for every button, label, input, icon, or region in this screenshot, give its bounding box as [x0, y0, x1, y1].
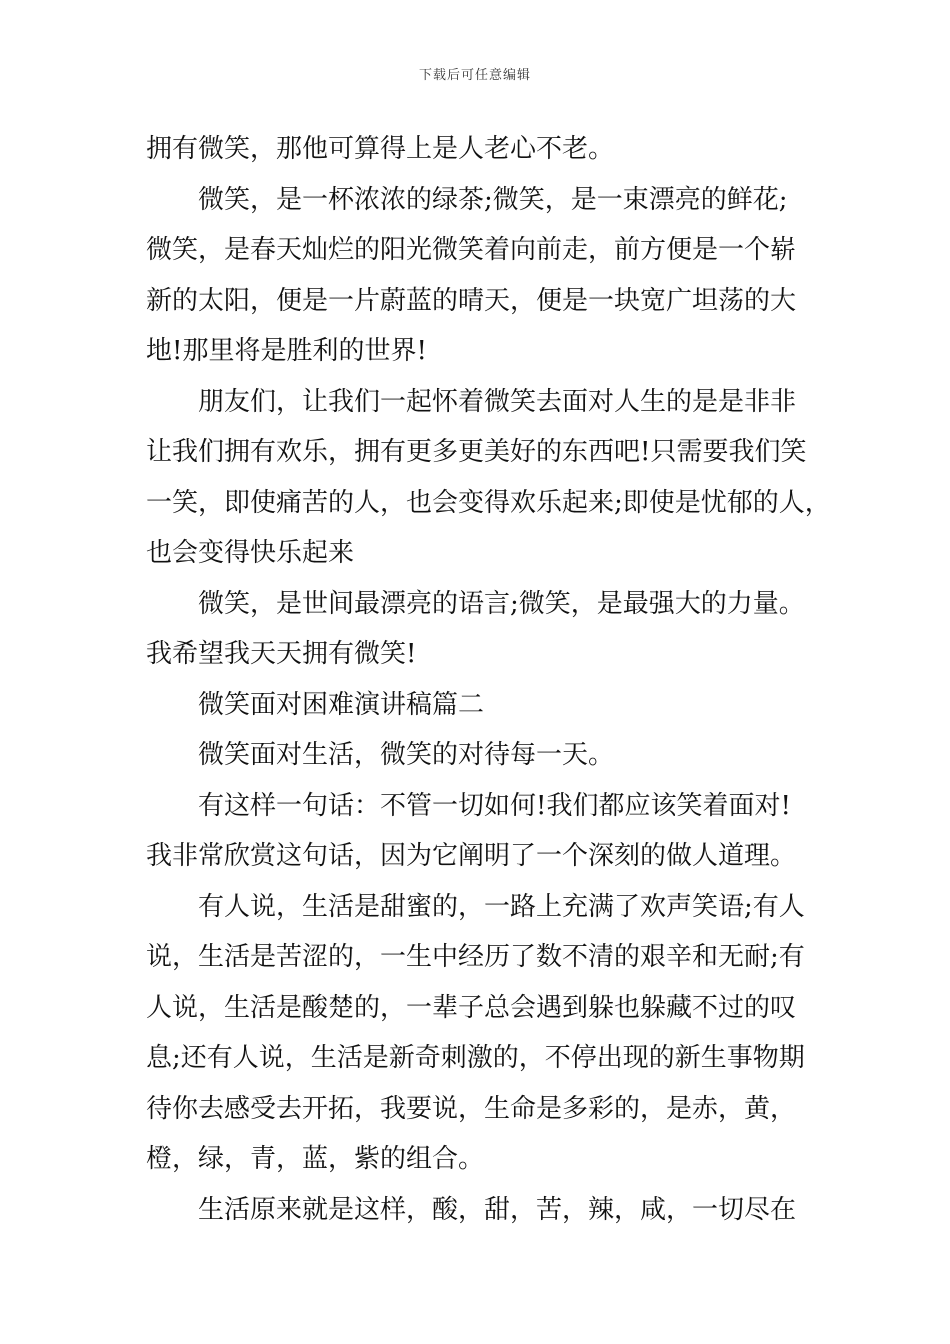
text-line: 朋友们，让我们一起怀着微笑去面对人生的是是非非 [198, 386, 797, 417]
text-line: 说，生活是苦涩的，一生中经历了数不清的艰辛和无耐;有 [146, 942, 805, 972]
text-line: 息;还有人说，生活是新奇刺激的，不停出现的新生事物期 [146, 1043, 805, 1073]
text-line: 有人说，生活是甜蜜的，一路上充满了欢声笑语;有人 [198, 891, 805, 922]
document-body [146, 124, 831, 1235]
text-line: 微笑面对生活，微笑的对待每一天。 [198, 740, 615, 770]
text-line: 也会变得快乐起来 [146, 538, 355, 568]
text-line: 微笑，是世间最漂亮的语言;微笑，是最强大的力量。 [198, 588, 805, 619]
section-title: 微笑面对困难演讲稿篇二 [198, 689, 485, 720]
page-header: 下载后可任意编辑 [418, 68, 531, 83]
text-line: 一笑，即使痛苦的人，也会变得欢乐起来;即使是忧郁的人， [146, 487, 831, 518]
text-line: 有这样一句话：不管一切如何!我们都应该笑着面对! [198, 790, 791, 821]
text-line: 拥有微笑，那他可算得上是人老心不老。 [146, 134, 615, 164]
text-line: 地!那里将是胜利的世界! [146, 336, 427, 366]
text-line: 人说，生活是酸楚的，一辈子总会遇到躲也躲藏不过的叹 [146, 992, 797, 1023]
text-line: 我非常欣赏这句话，因为它阐明了一个深刻的做人道理。 [146, 841, 797, 871]
text-line: 新的太阳，便是一片蔚蓝的晴天，便是一块宽广坦荡的大 [146, 285, 797, 316]
text-line: 我希望我天天拥有微笑! [146, 639, 417, 669]
text-line: 微笑，是一杯浓浓的绿茶;微笑，是一束漂亮的鲜花; [198, 184, 788, 215]
text-line: 生活原来就是这样，酸，甜，苦，辣，咸，一切尽在 [198, 1194, 797, 1225]
text-line: 待你去感受去开拓，我要说，生命是多彩的，是赤，黄， [146, 1093, 797, 1124]
text-line: 微笑，是春天灿烂的阳光微笑着向前走，前方便是一个崭 [146, 235, 797, 265]
text-line: 让我们拥有欢乐，拥有更多更美好的东西吧!只需要我们笑 [146, 437, 807, 467]
text-line: 橙，绿，青，蓝，紫的组合。 [146, 1144, 485, 1174]
